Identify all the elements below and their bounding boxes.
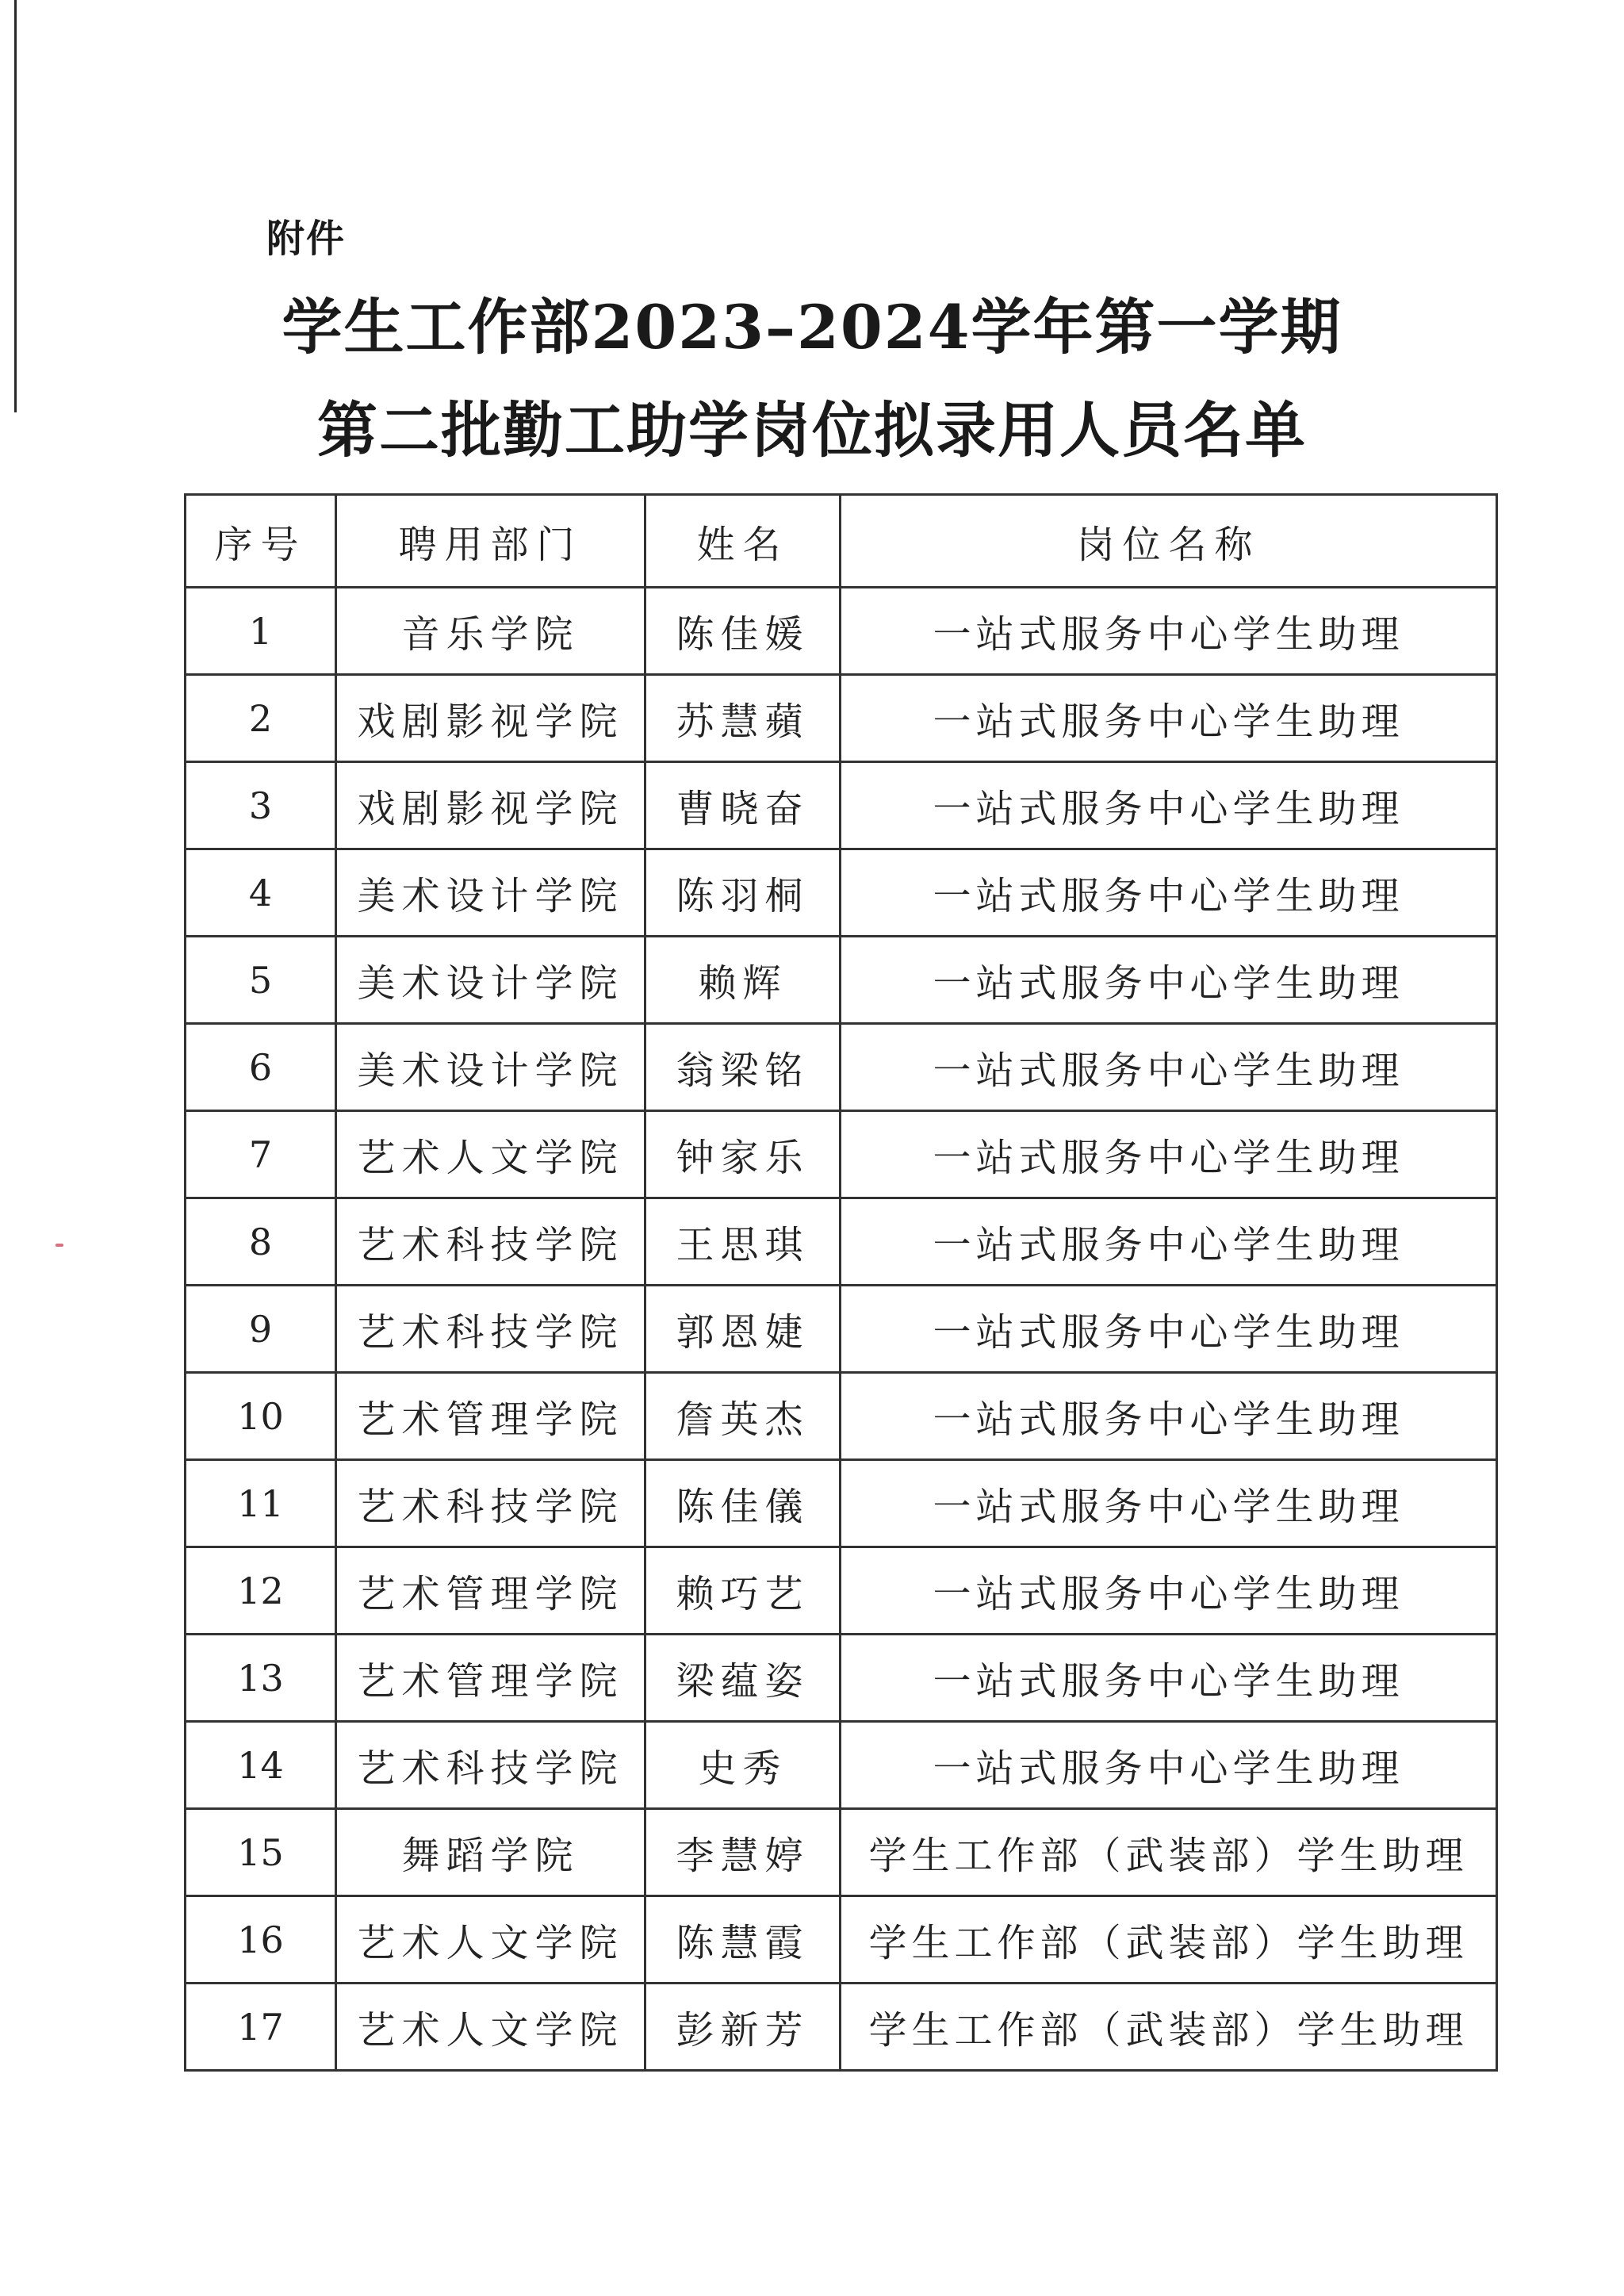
table-row	[186, 1809, 1497, 1896]
cell-post: 一站式服务中心学生助理	[841, 1111, 1497, 1198]
table-row	[186, 1635, 1497, 1722]
cell-name: 陈佳儀	[645, 1460, 841, 1547]
cell-dept: 戏剧影视学院	[336, 675, 645, 762]
table-row	[186, 762, 1497, 849]
table-row	[186, 1460, 1497, 1547]
cell-name: 赖辉	[645, 937, 841, 1024]
table-row	[186, 849, 1497, 937]
table-row	[186, 1547, 1497, 1635]
table-row	[186, 588, 1497, 675]
cell-name: 陈佳媛	[645, 588, 841, 675]
table-row	[186, 1896, 1497, 1984]
cell-name: 梁蕴姿	[645, 1635, 841, 1722]
cell-post: 一站式服务中心学生助理	[841, 849, 1497, 937]
cell-post: 一站式服务中心学生助理	[841, 1373, 1497, 1460]
cell-dept: 美术设计学院	[336, 849, 645, 937]
document-title-line-2: 第二批勤工助学岗位拟录用人员名单	[317, 395, 1307, 466]
cell-post: 一站式服务中心学生助理	[841, 1547, 1497, 1635]
cell-post: 一站式服务中心学生助理	[841, 1460, 1497, 1547]
cell-name: 赖巧艺	[645, 1547, 841, 1635]
table-row	[186, 1024, 1497, 1111]
cell-seq: 10	[186, 1373, 336, 1460]
cell-post: 学生工作部（武装部）学生助理	[841, 1809, 1497, 1896]
header-name: 姓名	[645, 495, 841, 588]
cell-dept: 戏剧影视学院	[336, 762, 645, 849]
document-title-line-1: 学生工作部2023–2024学年第一学期	[282, 292, 1342, 362]
cell-seq: 1	[186, 588, 336, 675]
cell-dept: 艺术人文学院	[336, 1896, 645, 1984]
cell-seq: 16	[186, 1896, 336, 1984]
table-row	[186, 1722, 1497, 1809]
cell-seq: 8	[186, 1198, 336, 1286]
attachment-label: 附件	[266, 217, 347, 261]
cell-seq: 7	[186, 1111, 336, 1198]
cell-name: 钟家乐	[645, 1111, 841, 1198]
cell-dept: 艺术科技学院	[336, 1460, 645, 1547]
header-dept: 聘用部门	[336, 495, 645, 588]
table-row	[186, 1984, 1497, 2071]
cell-dept: 艺术人文学院	[336, 1984, 645, 2071]
table-row	[186, 1373, 1497, 1460]
cell-seq: 14	[186, 1722, 336, 1809]
cell-seq: 11	[186, 1460, 336, 1547]
cell-seq: 5	[186, 937, 336, 1024]
cell-seq: 3	[186, 762, 336, 849]
cell-dept: 艺术管理学院	[336, 1635, 645, 1722]
cell-name: 王思琪	[645, 1198, 841, 1286]
cell-name: 曹晓奋	[645, 762, 841, 849]
cell-post: 学生工作部（武装部）学生助理	[841, 1896, 1497, 1984]
cell-post: 一站式服务中心学生助理	[841, 1024, 1497, 1111]
cell-post: 一站式服务中心学生助理	[841, 1198, 1497, 1286]
cell-dept: 美术设计学院	[336, 937, 645, 1024]
cell-name: 李慧婷	[645, 1809, 841, 1896]
table-body	[186, 588, 1497, 2071]
table-row	[186, 675, 1497, 762]
cell-name: 詹英杰	[645, 1373, 841, 1460]
cell-post: 一站式服务中心学生助理	[841, 1722, 1497, 1809]
cell-dept: 艺术人文学院	[336, 1111, 645, 1198]
scan-speck	[56, 1244, 63, 1247]
cell-name: 陈慧霞	[645, 1896, 841, 1984]
cell-seq: 17	[186, 1984, 336, 2071]
cell-name: 苏慧蘋	[645, 675, 841, 762]
cell-post: 一站式服务中心学生助理	[841, 1635, 1497, 1722]
table-row	[186, 1111, 1497, 1198]
cell-seq: 4	[186, 849, 336, 937]
cell-name: 彭新芳	[645, 1984, 841, 2071]
cell-seq: 12	[186, 1547, 336, 1635]
cell-seq: 15	[186, 1809, 336, 1896]
cell-dept: 艺术科技学院	[336, 1198, 645, 1286]
cell-post: 一站式服务中心学生助理	[841, 937, 1497, 1024]
cell-post: 一站式服务中心学生助理	[841, 675, 1497, 762]
cell-dept: 艺术科技学院	[336, 1722, 645, 1809]
cell-dept: 音乐学院	[336, 588, 645, 675]
cell-post: 学生工作部（武装部）学生助理	[841, 1984, 1497, 2071]
table-row	[186, 1286, 1497, 1373]
cell-seq: 9	[186, 1286, 336, 1373]
table-row	[186, 937, 1497, 1024]
cell-seq: 6	[186, 1024, 336, 1111]
cell-name: 翁梁铭	[645, 1024, 841, 1111]
table-header-row	[186, 495, 1497, 588]
candidate-list-table	[184, 493, 1498, 2072]
cell-name: 郭恩婕	[645, 1286, 841, 1373]
header-post: 岗位名称	[841, 495, 1497, 588]
header-seq: 序号	[186, 495, 336, 588]
cell-dept: 艺术管理学院	[336, 1547, 645, 1635]
cell-name: 史秀	[645, 1722, 841, 1809]
cell-dept: 艺术管理学院	[336, 1373, 645, 1460]
cell-post: 一站式服务中心学生助理	[841, 588, 1497, 675]
table-row	[186, 1198, 1497, 1286]
cell-post: 一站式服务中心学生助理	[841, 1286, 1497, 1373]
cell-post: 一站式服务中心学生助理	[841, 762, 1497, 849]
cell-seq: 13	[186, 1635, 336, 1722]
cell-seq: 2	[186, 675, 336, 762]
cell-dept: 美术设计学院	[336, 1024, 645, 1111]
cell-dept: 艺术科技学院	[336, 1286, 645, 1373]
cell-name: 陈羽桐	[645, 849, 841, 937]
cell-dept: 舞蹈学院	[336, 1809, 645, 1896]
